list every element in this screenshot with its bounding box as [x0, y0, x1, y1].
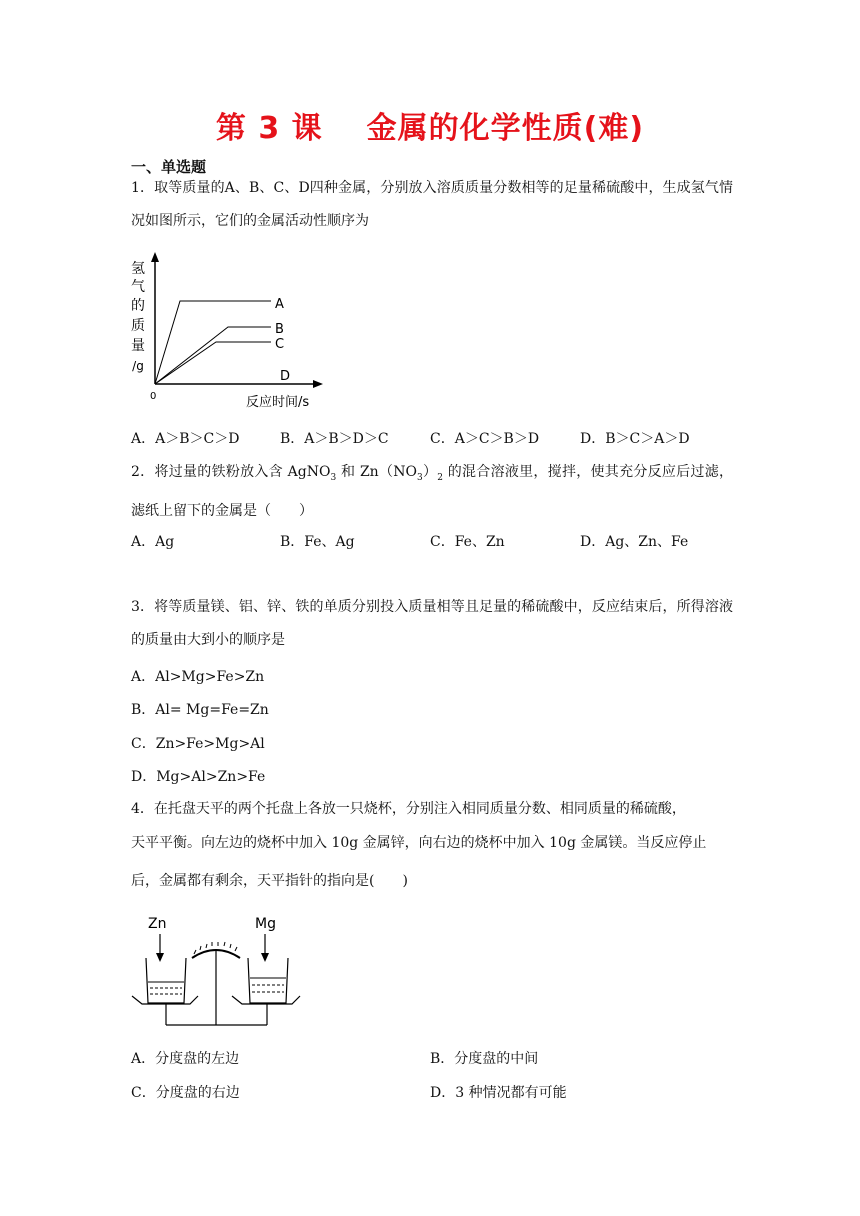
q4-option-d[interactable]: D．3 种情况都有可能 [430, 1085, 567, 1101]
q2-subscript-2: 3 [416, 472, 423, 483]
question-4-stem [131, 792, 733, 898]
q1-option-a[interactable]: A．A＞B＞C＞D [131, 431, 240, 447]
y-axis-arrow [151, 252, 159, 262]
q3-option-a[interactable]: A．Al>Mg>Fe>Zn [131, 669, 265, 685]
q4-stem-line3: 后，金属都有剩余，天平指针的指向是( ) [131, 873, 408, 889]
y-label-2: 气 [131, 279, 145, 295]
q1-graph [128, 252, 333, 414]
series-a-label: A [275, 297, 284, 312]
q2-subscript-3: 2 [437, 472, 444, 483]
q1-option-c[interactable]: C．A＞C＞B＞D [430, 431, 540, 447]
mg-arrowhead [261, 953, 269, 962]
zn-label: Zn [148, 916, 167, 932]
series-b-line [155, 327, 271, 384]
origin-label: 0 [150, 391, 157, 402]
zn-arrowhead [156, 953, 164, 962]
q1-option-d[interactable]: D．B＞C＞A＞D [580, 431, 690, 447]
right-beaker [248, 958, 288, 1003]
q2-stem-part3: ） [422, 464, 438, 480]
q2-option-d[interactable]: D．Ag、Zn、Fe [580, 534, 689, 550]
y-label-5: 量 [131, 338, 145, 354]
series-d-label: D [280, 369, 291, 384]
left-beaker [146, 958, 186, 1003]
q2-stem-part4: 的混合溶液里，搅拌，使其充分反应后过滤，滤纸上留下的金属是（ ） [131, 464, 734, 519]
page-title [0, 103, 860, 147]
q2-subscript-1: 3 [330, 472, 337, 483]
q4-option-a[interactable]: A．分度盘的左边 [131, 1051, 240, 1067]
q2-stem-part2: 和 Zn（NO [336, 464, 417, 480]
y-label-6: /g [132, 359, 144, 373]
y-label-3: 的 [131, 298, 145, 314]
title-lesson: 第 3 课 [215, 111, 323, 146]
q2-option-a[interactable]: A．Ag [131, 534, 175, 550]
series-c-line [155, 342, 271, 384]
title-topic: 金属的化学性质(难) [366, 111, 645, 146]
question-3-stem: 3．将等质量镁、铝、锌、铁的单质分别投入质量相等且足量的稀硫酸中，反应结束后，所得溶液的质量由大到小的顺序是 [131, 599, 733, 648]
q2-option-b[interactable]: B．Fe、Ag [280, 534, 355, 550]
question-1-stem: 1．取等质量的A、B、C、D四种金属，分别放入溶质质量分数相等的足量稀硫酸中，生成氢气情况如图所示，它们的金属活动性顺序为 [131, 180, 733, 229]
q3-option-c[interactable]: C．Zn>Fe>Mg>Al [131, 736, 265, 752]
q3-option-b[interactable]: B．Al= Mg=Fe=Zn [131, 702, 269, 718]
y-label-4: 质 [131, 318, 145, 334]
q2-option-c[interactable]: C．Fe、Zn [430, 534, 505, 550]
mg-label: Mg [255, 916, 276, 932]
y-label-1: 氢 [131, 261, 145, 277]
question-2-stem [131, 456, 733, 528]
q2-stem-part1: 2．将过量的铁粉放入含 AgNO [131, 464, 331, 480]
x-axis-arrow [313, 380, 323, 388]
q4-stem-line1: 4．在托盘天平的两个托盘上各放一只烧杯，分别注入相同质量分数、相同质量的稀硫酸， [131, 801, 686, 817]
q3-option-d[interactable]: D．Mg>Al>Zn>Fe [131, 769, 266, 785]
x-label: 反应时间/s [246, 395, 310, 410]
q4-stem-line2: 天平平衡。向左边的烧杯中加入 10g 金属锌，向右边的烧杯中加入 10g 金属镁。当反应停止 [131, 835, 707, 851]
q4-option-b[interactable]: B．分度盘的中间 [430, 1051, 539, 1067]
series-c-label: C [275, 337, 285, 352]
q4-option-c[interactable]: C．分度盘的右边 [131, 1085, 240, 1101]
series-b-label: B [275, 322, 284, 337]
q4-balance-figure [128, 908, 303, 1030]
q1-option-b[interactable]: B．A＞B＞D＞C [280, 431, 389, 447]
section-heading: 一、单选题 [131, 158, 207, 176]
